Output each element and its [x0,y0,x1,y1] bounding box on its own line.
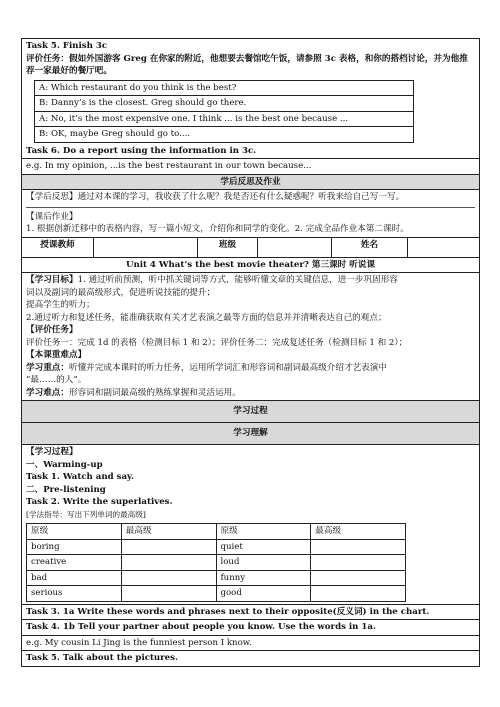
teacher-label: 授课教师 [22,237,94,257]
task5-finish-title: Task 5. Finish 3c [26,41,108,51]
answer-cell[interactable] [311,539,406,555]
lesson-plan-table [21,38,480,667]
homework-text: 1. 根据创新迁移中的表格内容，写一篇小短文，介绍你和同学的变化。2. 完成全品作业本第二课时。 [26,224,409,234]
table-row [27,586,406,602]
task1-title: Task 1. Watch and say. [26,472,135,482]
info-row [22,237,480,257]
table-cell: bad [27,570,122,586]
key-point-label: 学习重点： [26,362,69,373]
class-field[interactable] [258,237,332,257]
reflection-header-row [22,174,480,190]
key-point-1: 听懂并完成本课时的听力任务，运用所学词汇和形容词和副词最高级介绍才艺表演中 [68,362,387,373]
superlatives-table [26,523,406,602]
homework-label: 【课后作业】 [26,211,78,222]
task5-title: Task 5. Talk about the pictures. [22,651,480,667]
reflection-header: 学后反思及作业 [22,174,480,190]
table-row [27,555,406,571]
document-page [21,38,479,667]
answer-cell[interactable] [121,570,216,586]
name-field[interactable] [408,237,480,257]
learning-row [22,445,480,605]
goals-line2: 词以及副词的最高级形式，促进听说技能的提升； [26,287,216,298]
understanding-header: 学习理解 [22,423,480,445]
eval-label: 【评价任务】 [26,325,78,335]
dialog-line: B: OK, maybe Greg should go to.... [35,127,414,143]
table-cell: good [216,586,311,602]
table-header-cell: 原级 [27,524,122,540]
process-header: 学习过程 [22,401,480,423]
dialog-line: A: Which restaurant do you think is the best? [35,80,414,96]
difficulty-label: 学习难点： [26,387,69,398]
reflection-text: 【学后反思】通过对本课的学习，我收获了什么呢？我是否还有什么疑惑呢？听我来给自己写一写。 [26,192,405,202]
task6-title: Task 6. Do a report using the information in 3c. [26,145,257,156]
answer-cell[interactable] [121,555,216,571]
task5-eval-line2: 荐一家最好的餐厅吧。 [26,66,112,76]
writing-line [26,204,475,208]
task4-title: Task 4. 1b Tell your partner about people you know. Use the words in 1a. [22,620,480,636]
goals-line3: 提高学生的听力； [26,300,95,310]
table-row [27,570,406,586]
learning-label: 【学习过程】 [26,447,78,457]
goals-line4: 2.通过听力和复述任务，能准确获取有关才艺表演之最等方面的信息并并清晰表达自己的观点； [26,312,387,323]
task5-row [22,651,480,667]
table-cell: loud [216,555,311,571]
task5-eval-line1: 评价任务：假如外国游客 Greg 在你家的附近，他想要去餐馆吃午饭，请参照 3c 表格，和你的搭档讨论，并为他推 [26,53,468,64]
task6-example: e.g. In my opinion, ...is the best restaurant in our town because... [26,161,312,171]
dialog-line: A: No, it’s the most expensive one. I think ... is the best one because ... [35,111,414,127]
teacher-field[interactable] [94,237,198,257]
task3-title: Task 3. 1a Write these words and phrases next to their opposite(反义词) in the chart. [22,604,480,620]
dialog-box [34,80,414,143]
key-label: 【本课重难点】 [26,350,87,360]
key-point-2: “最……的人”。 [26,375,87,385]
task4-example: e.g. My cousin Li Jing is the funniest person I know. [22,635,480,651]
answer-cell[interactable] [121,586,216,602]
unit-title-row [22,257,480,273]
goals-label: 【学习目标】 [26,275,78,285]
table-row [27,539,406,555]
name-label: 姓名 [332,237,408,257]
task2-title: Task 2. Write the superlatives. [26,497,173,507]
table-cell: creative [27,555,122,571]
answer-cell[interactable] [121,539,216,555]
guide-text: [学法指导：写出下列单词的最高级] [26,509,146,519]
table-header-cell: 最高级 [121,524,216,540]
answer-cell[interactable] [311,570,406,586]
table-header-row [27,524,406,540]
goals-line1: 1. 通过听前预测，听中抓关键词等方式，能够听懂文章的关键信息，进一步巩固形容 [77,275,398,285]
warmup-heading: 一、Warming-up [26,459,103,470]
prelisten-heading: 二、Pre-listening [26,484,106,495]
answer-cell[interactable] [311,555,406,571]
table-cell: boring [27,539,122,555]
table-cell: funny [216,570,311,586]
task4-row [22,620,480,636]
reflection-row [22,190,480,238]
table-cell: serious [27,586,122,602]
process-header-row [22,401,480,423]
unit-title: Unit 4 What’s the best movie theater? 第三课时 听说课 [22,257,480,273]
difficulty-text: 形容词和副词最高级的熟练掌握和灵活运用。 [68,387,241,398]
eval-text: 评价任务一：完成 1d 的表格（检测目标 1 和 2）；评价任务二：完成复述任务（检测目标 1 和 2）； [26,337,408,348]
task4-example-row [22,635,480,651]
table-header-cell: 最高级 [311,524,406,540]
task6-example-row [22,159,480,175]
answer-cell[interactable] [311,586,406,602]
task3-row [22,604,480,620]
table-cell: quiet [216,539,311,555]
goals-row [22,273,480,401]
class-label: 班级 [198,237,258,257]
dialog-line: B: Danny’s is the closest. Greg should go there. [35,96,414,112]
table-header-cell: 原级 [216,524,311,540]
understanding-header-row [22,423,480,445]
task5-finish-row [22,39,480,159]
